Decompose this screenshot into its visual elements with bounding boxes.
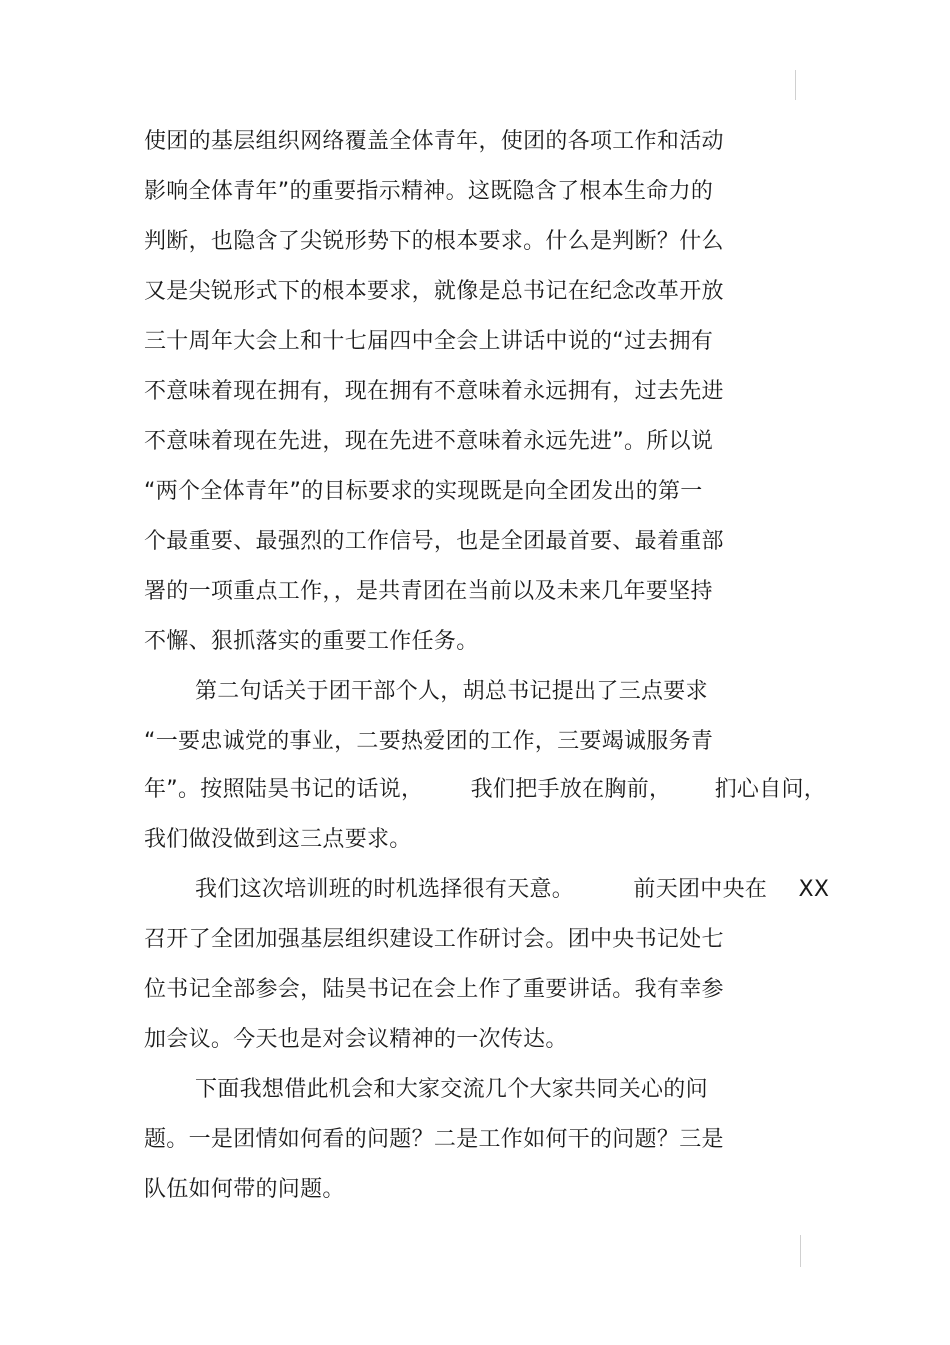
text-line: “两个全体青年”的目标要求的实现既是向全团发出的第一 — [144, 479, 703, 504]
paragraph-first-line — [195, 877, 829, 903]
text-line: 题。一是团情如何看的问题？二是工作如何干的问题？三是 — [144, 1127, 724, 1152]
text-line: 使团的基层组织网络覆盖全体青年，使团的各项工作和活动 — [144, 129, 724, 154]
text-line: 个最重要、最强烈的工作信号，也是全团最首要、最着重部 — [144, 529, 724, 554]
text-line — [144, 777, 826, 803]
text-line: 影响全体青年”的重要指示精神。这既隐含了根本生命力的 — [144, 179, 714, 204]
text-segment: XX — [798, 877, 830, 902]
text-line: 判断，也隐含了尖锐形势下的根本要求。什么是判断？什么 — [144, 229, 724, 254]
text-segment: 年”。按照陆昊书记的话说， — [144, 777, 424, 802]
text-line: 位书记全部参会，陆昊书记在会上作了重要讲话。我有幸参 — [144, 977, 724, 1002]
page-corner-mark — [795, 70, 796, 100]
paragraph-first-line: 下面我想借此机会和大家交流几个大家共同关心的问 — [195, 1077, 708, 1102]
text-line: 署的一项重点工作，，是共青团在当前以及未来几年要坚持 — [144, 579, 713, 604]
text-line: 队伍如何带的问题。 — [144, 1177, 345, 1202]
text-line: 召开了全团加强基层组织建设工作研讨会。团中央书记处七 — [144, 927, 724, 952]
text-segment: 前天团中央在 — [633, 877, 768, 902]
text-line: 又是尖锐形式下的根本要求，就像是总书记在纪念改革开放 — [144, 279, 724, 304]
text-line: 我们做没做到这三点要求。 — [144, 827, 412, 852]
text-segment: 扪心自问， — [714, 777, 827, 802]
text-line: 三十周年大会上和十七届四中全会上讲话中说的“过去拥有 — [144, 329, 714, 354]
text-line: 加会议。今天也是对会议精神的一次传达。 — [144, 1027, 568, 1052]
text-line: 不懈、狠抓落实的重要工作任务。 — [144, 629, 479, 654]
text-segment: 我们把手放在胸前， — [470, 777, 672, 802]
text-line: “一要忠诚党的事业，二要热爱团的工作，三要竭诚服务青 — [144, 729, 714, 754]
text-line: 不意味着现在先进，现在先进不意味着永远先进”。所以说 — [144, 429, 714, 454]
page-corner-mark — [800, 1235, 801, 1267]
text-line: 不意味着现在拥有，现在拥有不意味着永远拥有，过去先进 — [144, 379, 724, 404]
text-segment: 我们这次培训班的时机选择很有天意。 — [195, 877, 575, 902]
paragraph-first-line: 第二句话关于团干部个人，胡总书记提出了三点要求 — [195, 679, 708, 704]
